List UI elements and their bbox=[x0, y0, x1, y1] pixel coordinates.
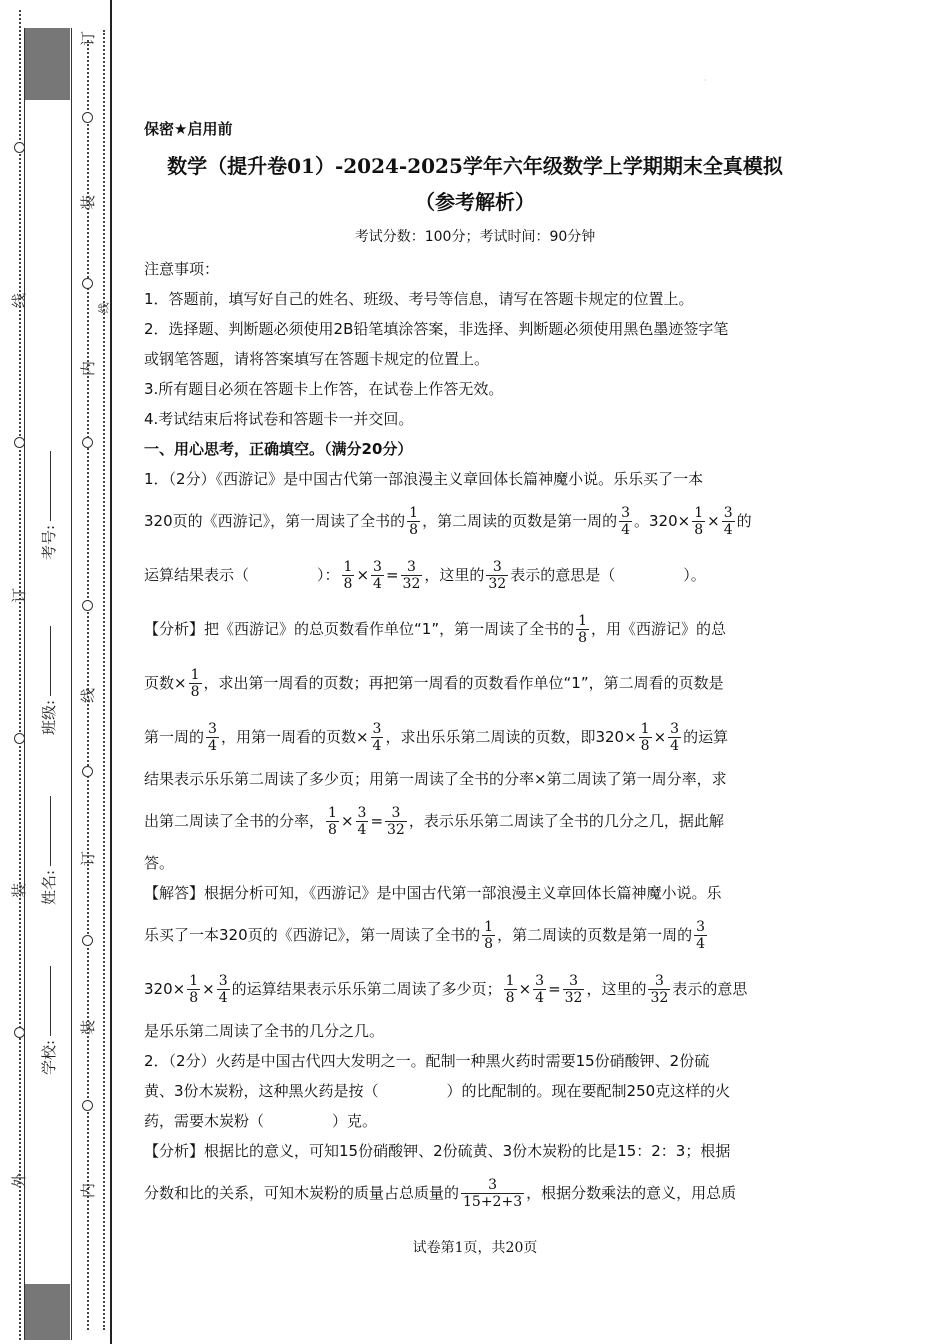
fraction: $\frac{1}{8}$ bbox=[190, 667, 200, 700]
fraction: $\frac{3}{4}$ bbox=[670, 721, 680, 754]
note-item: 2．选择题、判断题必须使用2B铅笔填涂答案，非选择、判断题必须使用黑色墨迹签字笔 bbox=[144, 320, 729, 338]
fraction: $\frac{1}{8}$ bbox=[694, 505, 704, 538]
fraction: $\frac{1}{8}$ bbox=[189, 973, 199, 1006]
binding-hole bbox=[14, 142, 25, 153]
exam-info: 考试分数：100分；考试时间：90分钟 bbox=[354, 229, 596, 245]
fraction: $\frac{1}{8}$ bbox=[640, 721, 650, 754]
fraction: $\frac{3}{32}$ bbox=[650, 973, 669, 1006]
fraction: $\frac{3}{4}$ bbox=[218, 973, 228, 1006]
analysis-text: 第一周的 $\frac{3}{4}$ ，用第一周看的页数× $\frac{3}{4}$ ，求出乐乐第二周读的页数，即320× $\frac{1}{8}$ × $\frac{3}{4}$ 的运算 bbox=[144, 721, 729, 754]
binding-hole bbox=[14, 1027, 25, 1038]
note-item: 1．答题前，填写好自己的姓名、班级、考号等信息，请写在答题卡规定的位置上。 bbox=[144, 290, 694, 308]
fraction: $\frac{1}{8}$ bbox=[409, 505, 419, 538]
question-1-text: 1．（2分）《西游记》是中国古代第一部浪漫主义章回体长篇神魔小说。乐乐买了一本 bbox=[144, 470, 704, 488]
solution-text: 【解答】根据分析可知，《西游记》是中国古代第一部浪漫主义章回体长篇神魔小说。乐 bbox=[144, 884, 722, 902]
fraction: $\frac{3}{4}$ bbox=[535, 973, 545, 1006]
document-body bbox=[144, 110, 806, 1220]
question-1-text: 320页的《西游记》，第一周读了全书的 $\frac{1}{8}$ ，第二周读的页数是第一周的 $\frac{3}{4}$ 。320× $\frac{1}{8}$ × $\frac{3}{4}$ 的 bbox=[144, 505, 752, 538]
binding-char: 订 bbox=[79, 850, 98, 867]
solution-text: 乐买了一本320页的《西游记》，第一周读了全书的 $\frac{1}{8}$ ，第二周读的页数是第一周的 $\frac{3}{4}$ bbox=[144, 919, 705, 952]
fraction: $\frac{3}{32}$ bbox=[402, 559, 421, 592]
fraction: $\frac{3}{32}$ bbox=[488, 559, 507, 592]
page-subtitle: （参考解析） bbox=[415, 190, 535, 214]
speck: · bbox=[704, 76, 707, 85]
fraction: $\frac{3}{4}$ bbox=[357, 805, 367, 838]
school-field[interactable]: 学校: bbox=[38, 966, 59, 1075]
question-1-text: 运算结果表示（ ）： $\frac{1}{8}$ × $\frac{3}{4}$ = $\frac{3}{32}$ ，这里的 $\frac{3}{32}$ 表示的意思是（ ）。 bbox=[144, 559, 706, 592]
fraction: $\frac{1}{8}$ bbox=[505, 973, 515, 1006]
binding-char-small: 线 bbox=[97, 302, 111, 314]
fraction: $\frac{3}{32}$ bbox=[564, 973, 583, 1006]
binding-char: 外 bbox=[10, 1172, 29, 1189]
binding-char: 内 bbox=[79, 1182, 98, 1199]
binding-char: 装 bbox=[79, 194, 98, 211]
binding-hole bbox=[82, 935, 93, 946]
page-footer: 试卷第1页，共20页 bbox=[412, 1240, 538, 1256]
binding-hole bbox=[82, 600, 93, 611]
note-item: 或钢笔答题，请将答案填写在答题卡规定的位置上。 bbox=[144, 350, 490, 368]
solution-text: 320× $\frac{1}{8}$ × $\frac{3}{4}$ 的运算结果表示乐乐第二周读了多少页； $\frac{1}{8}$ × $\frac{3}{4}$ = $\frac{3}{32}$ ，这里的 $\frac{3}{32}$ 表示的意思 bbox=[144, 973, 748, 1006]
fraction: $\frac{1}{8}$ bbox=[343, 559, 353, 592]
binding-gray-bottom bbox=[25, 1284, 70, 1340]
binding-char: 装 bbox=[79, 1019, 98, 1036]
notes-heading: 注意事项： bbox=[144, 260, 220, 278]
name-field[interactable]: 姓名: bbox=[38, 796, 59, 905]
confidential-label: 保密★启用前 bbox=[144, 120, 233, 138]
binding-char: 装 bbox=[10, 882, 29, 899]
note-item: 4.考试结束后将试卷和答题卡一并交回。 bbox=[144, 410, 414, 428]
dotted-line-inner bbox=[87, 40, 90, 1330]
binding-char: 线 bbox=[79, 687, 98, 704]
question-2-text: 黄、3份木炭粉，这种黑火药是按（ ）的比配制的。现在要配制250克这样的火 bbox=[144, 1082, 731, 1100]
binding-hole bbox=[82, 437, 93, 448]
dotted-line-outer-right bbox=[103, 30, 106, 1330]
analysis-text: 页数× $\frac{1}{8}$ ，求出第一周看的页数；再把第一周看的页数看作单位“1”，第二周看的页数是 bbox=[144, 667, 724, 700]
analysis-text: 结果表示乐乐第二周读了多少页；用第一周读了全书的分率×第二周读了第一周分率，求 bbox=[144, 770, 727, 788]
binding-hole bbox=[14, 437, 25, 448]
binding-hole bbox=[82, 1100, 93, 1111]
question-2-text: 药，需要木炭粉（ ）克。 bbox=[144, 1112, 378, 1130]
fraction: $\frac{3}{15+2+3}$ bbox=[463, 1177, 523, 1210]
binding-hole bbox=[82, 278, 93, 289]
question-2-text: 2．（2分）火药是中国古代四大发明之一。配制一种黑火药时需要15份硝酸钾、2份硫 bbox=[144, 1052, 710, 1070]
analysis-text: 答。 bbox=[144, 854, 175, 872]
page-title: 数学（提升卷01）-2024-2025学年六年级数学上学期期末全真模拟 bbox=[167, 154, 783, 178]
fraction: $\frac{3}{4}$ bbox=[372, 721, 382, 754]
fraction: $\frac{3}{4}$ bbox=[208, 721, 217, 754]
binding-hole bbox=[82, 766, 93, 777]
analysis-text: 出第二周读了全书的分率， $\frac{1}{8}$ × $\frac{3}{4}$ = $\frac{3}{32}$ ，表示乐乐第二周读了全书的几分之几，据此解 bbox=[144, 805, 724, 838]
fraction: $\frac{1}{8}$ bbox=[328, 805, 337, 838]
section-heading: 一、用心思考，正确填空。（满分20分） bbox=[144, 440, 413, 458]
binding-hole bbox=[14, 733, 25, 744]
binding-char: 订 bbox=[79, 30, 98, 47]
exam-number-field[interactable]: 考号: bbox=[38, 451, 59, 560]
fraction: $\frac{3}{4}$ bbox=[621, 505, 630, 538]
note-item: 3.所有题目必须在答题卡上作答，在试卷上作答无效。 bbox=[144, 380, 504, 398]
solution-text: 是乐乐第二周读了全书的几分之几。 bbox=[144, 1022, 385, 1040]
binding-gray-top bbox=[25, 28, 70, 100]
fraction: $\frac{3}{4}$ bbox=[723, 505, 733, 538]
fraction: $\frac{3}{4}$ bbox=[373, 559, 382, 592]
class-field[interactable]: 班级: bbox=[38, 626, 59, 735]
fraction: $\frac{3}{4}$ bbox=[696, 919, 705, 952]
analysis-text: 【分析】把《西游记》的总页数看作单位“1”，第一周读了全书的 $\frac{1}{8}$ ，用《西游记》的总 bbox=[144, 613, 727, 646]
binding-char: 线 bbox=[10, 292, 29, 309]
dotted-line-outer-left bbox=[19, 10, 22, 1340]
binding-char: 内 bbox=[79, 360, 98, 377]
analysis-text: 分数和比的关系，可知木炭粉的质量占总质量的 $\frac{3}{15+2+3}$ ，根据分数乘法的意义，用总质 bbox=[144, 1177, 737, 1210]
binding-hole bbox=[82, 112, 93, 123]
binding-char: 订 bbox=[10, 587, 29, 604]
fraction: $\frac{1}{8}$ bbox=[578, 613, 588, 646]
fraction: $\frac{3}{32}$ bbox=[387, 805, 405, 838]
analysis-text: 【分析】根据比的意义，可知15份硝酸钾、2份硫黄、3份木炭粉的比是15：2：3；根据 bbox=[144, 1142, 731, 1160]
fraction: $\frac{1}{8}$ bbox=[484, 919, 494, 952]
